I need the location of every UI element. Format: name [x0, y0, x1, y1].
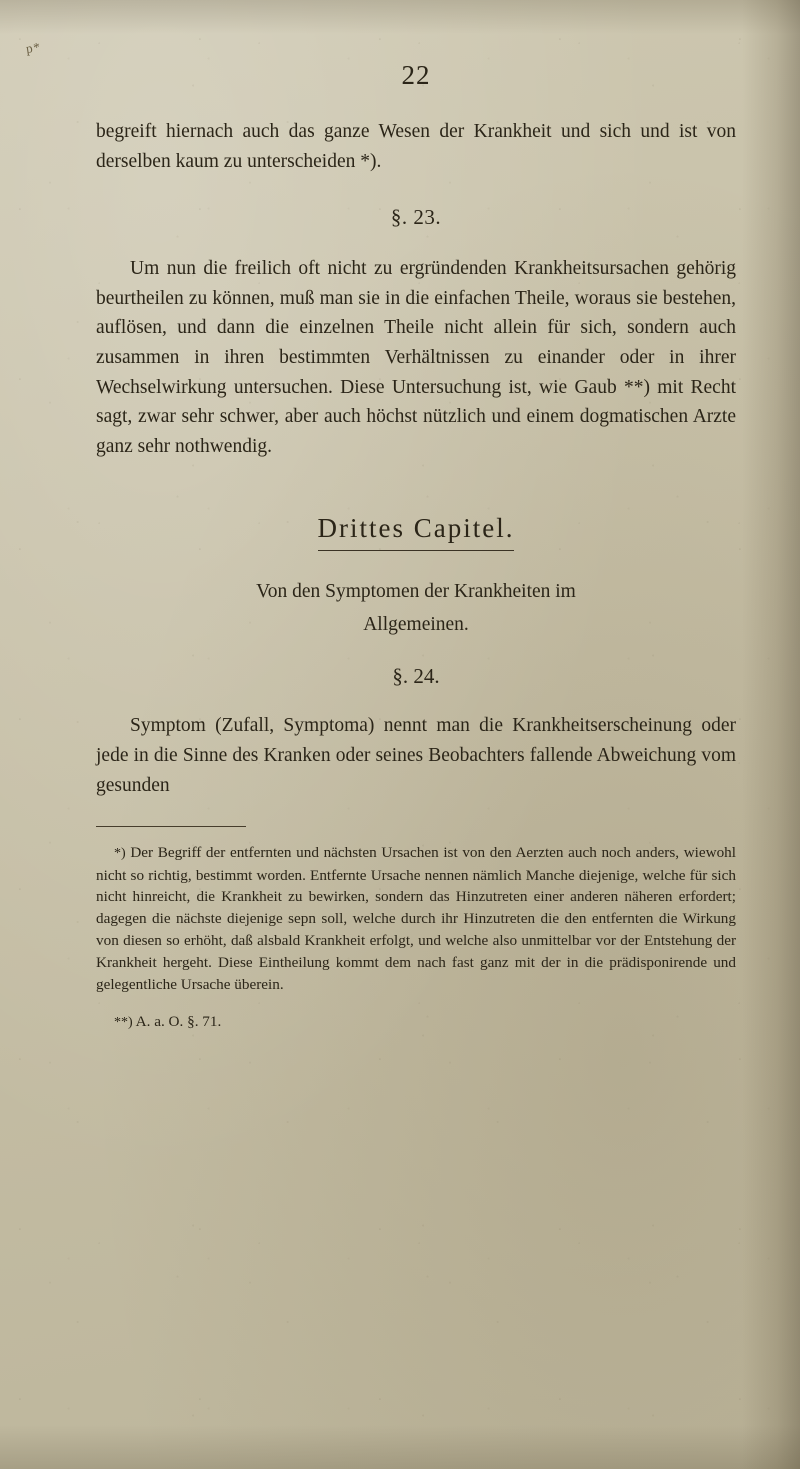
body-text-block [96, 117, 736, 800]
chapter-subtitle-line-2: Allgemeinen. [363, 613, 469, 635]
paragraph-section-24: Symptom (Zufall, Symptoma) nennt man die Krankheitserscheinung oder jede in die Sinne des Kranken oder seines Beobachters fallende Abweichung vom gesunden [96, 715, 736, 796]
footnote-text-2: A. a. O. §. 71. [135, 1013, 222, 1031]
section-heading-24: §. 24. [392, 664, 440, 689]
footnote-2 [96, 1011, 736, 1033]
section-heading-23: §. 23. [390, 205, 442, 230]
footnote-marker-1: *) [114, 846, 126, 862]
corner-ink-mark: p* [24, 39, 42, 56]
footnote-divider [96, 826, 246, 827]
page-content [96, 0, 736, 1048]
footnote-text-1: Der Begriff der entfernten und nächsten Ursachen ist von den Aerzten auch noch anders, wiewohl nicht so richtig, bestimmt worden. Entfernte Ursache nennen nämlich Manche diejenige, welche für sich nicht hinreicht, die Krankheit zu bewirken, sondern das Hinzutreten einer anderen näheren erfordert; dagegen die nächste diejenige sepn soll, welche durch ihr Hinzutreten die den entfernten die Wirkung von diesen so erhöht, daß alsbald Krankheit erfolgt, und welche also unmittelbar vor der Entstehung der Krankheit hergeht. Diese Eintheilung kommt dem nach fast ganz mit der in die prädisponirende und gelegentliche Ursache überein. [96, 844, 736, 994]
footnote-marker-2: **) [114, 1015, 133, 1031]
bottom-edge-shading [0, 1425, 800, 1469]
chapter-subtitle-line-1: Von den Symptomen der Krankheiten im [256, 580, 576, 602]
footnote-block [96, 842, 736, 1033]
footnote-1 [96, 842, 736, 996]
paragraph-section-23: Um nun die freilich oft nicht zu ergründenden Krankheitsursachen gehörig beurtheilen zu können, muß man sie in die einfachen Theile, woraus sie bestehen, auflösen, und dann die einzelnen Theile nicht allein für sich, sondern auch zusammen in ihren bestimmten Verhältnissen zu einander oder in ihrer Wechselwirkung untersuchen. Diese Untersuchung ist, wie Gaub **) mit Recht sagt, zwar sehr schwer, aber auch höchst nützlich und einem dogmatischen Arzte ganz sehr nothwendig. [96, 258, 736, 457]
chapter-title-text: Drittes Capitel. [318, 508, 515, 551]
right-edge-shading [742, 0, 800, 1469]
page-number: 22 [401, 60, 431, 90]
paragraph-continuation: begreift hiernach auch das ganze Wesen der Krankheit und sich und ist von derselben kaum zu unterscheiden *). [96, 121, 736, 172]
chapter-title [96, 508, 736, 551]
